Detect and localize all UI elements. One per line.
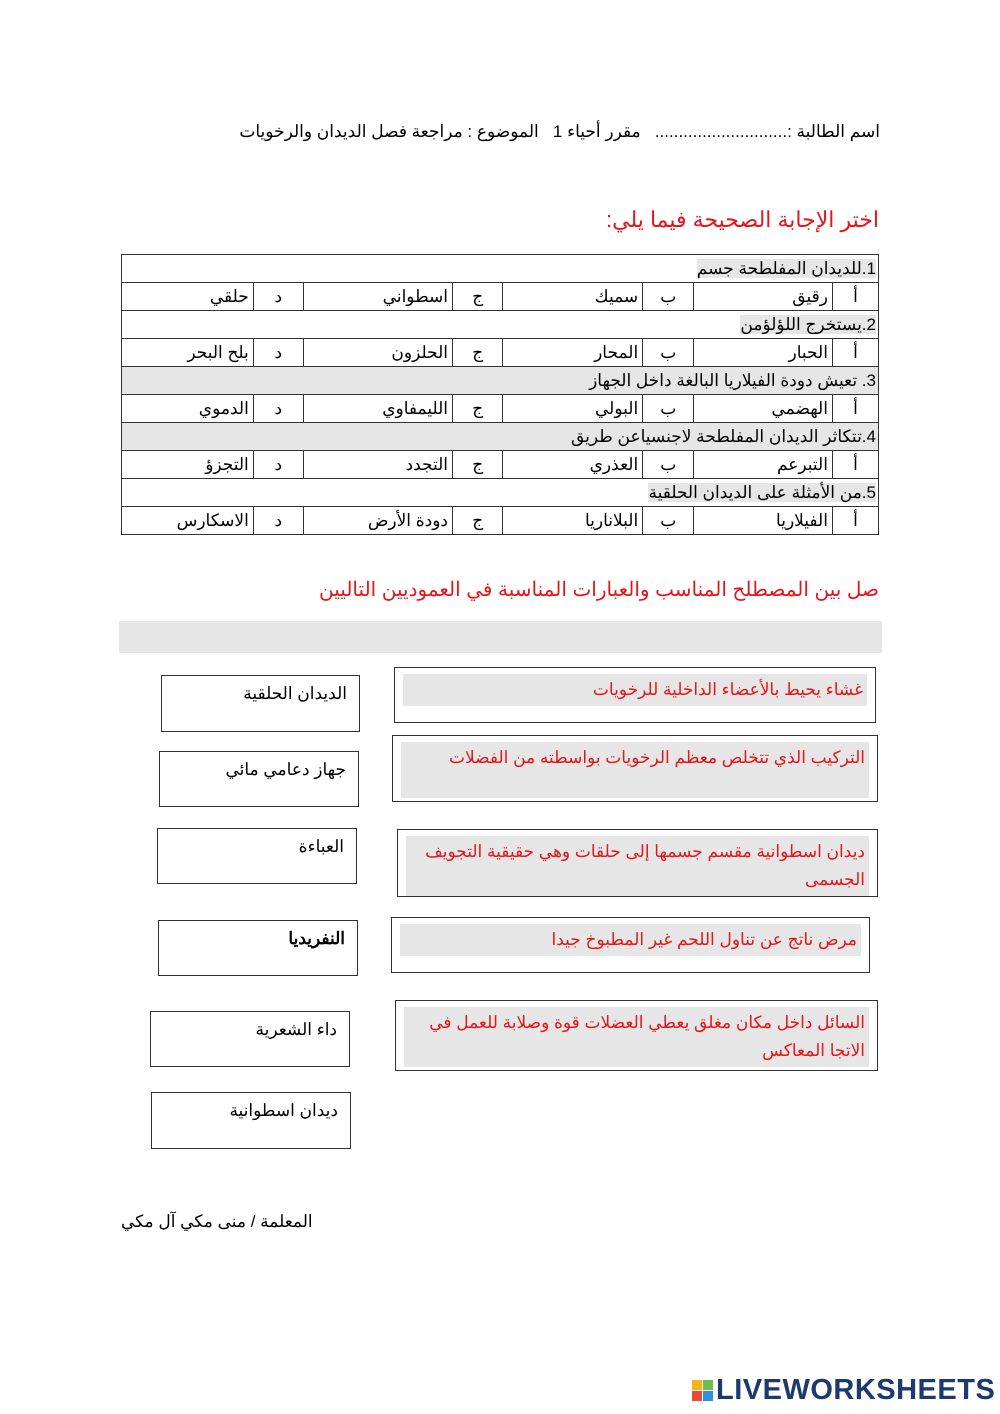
option-letter: أ	[832, 283, 878, 311]
definition-text: غشاء يحيط بالأعضاء الداخلية للرخويات	[403, 674, 867, 706]
section1-title: اختر الإجابة الصحيحة فيما يلي:	[606, 207, 879, 232]
option-letter: ب	[643, 451, 694, 479]
option-answer[interactable]: البلاناريا	[503, 507, 643, 535]
question-row	[122, 311, 879, 339]
option-answer[interactable]: العذري	[503, 451, 643, 479]
definition-box[interactable]	[397, 829, 878, 897]
option-answer[interactable]: التجدد	[303, 451, 452, 479]
option-answer[interactable]: اسطواني	[303, 283, 452, 311]
option-answer[interactable]: الحبار	[694, 339, 833, 367]
option-answer[interactable]: البولي	[503, 395, 643, 423]
options-row	[122, 507, 879, 535]
option-letter: د	[253, 451, 303, 479]
question-row	[122, 479, 879, 507]
option-letter: أ	[832, 395, 878, 423]
option-answer[interactable]: المحار	[503, 339, 643, 367]
term-box[interactable]	[159, 751, 359, 807]
option-answer[interactable]: الدموي	[122, 395, 254, 423]
definition-box[interactable]	[392, 735, 878, 802]
definition-box[interactable]	[395, 1000, 878, 1071]
liveworksheets-logo	[692, 1374, 995, 1407]
option-letter: ج	[453, 507, 503, 535]
term-box[interactable]	[151, 1092, 351, 1149]
option-answer[interactable]: حلقي	[122, 283, 254, 311]
option-answer[interactable]: بلح البحر	[122, 339, 254, 367]
option-letter: ب	[643, 507, 694, 535]
option-letter: د	[253, 339, 303, 367]
question-text: 1.للديدان المفلطحة جسم	[696, 259, 876, 278]
option-letter: ج	[453, 339, 503, 367]
option-letter: ب	[643, 339, 694, 367]
definition-text: ديدان اسطوانية مقسم جسمها إلى حلقات وهي حقيقية التجويف الجسمى	[406, 836, 869, 896]
option-letter: د	[253, 283, 303, 311]
option-letter: أ	[832, 339, 878, 367]
term-label: الديدان الحلقية	[243, 684, 347, 703]
term-label: جهاز دعامي مائي	[225, 760, 346, 779]
question-text: 2.يستخرج اللؤلؤمن	[740, 315, 876, 334]
term-box[interactable]	[158, 920, 358, 976]
option-letter: ج	[453, 395, 503, 423]
header-line: اسم الطالبة :............................ مقرر أحياء 1 الموضوع : مراجعة فصل الديدان والرخويات	[239, 122, 880, 141]
option-letter: ج	[453, 451, 503, 479]
question-text: 3. تعيش دودة الفيلاريا البالغة داخل الجهاز	[589, 371, 876, 390]
term-box[interactable]	[157, 828, 357, 884]
definition-text: السائل داخل مكان مغلق يعطي العضلات قوة وصلابة للعمل في الاتجا المعاكس	[404, 1007, 869, 1067]
option-answer[interactable]: الاسكارس	[122, 507, 254, 535]
option-letter: ب	[643, 283, 694, 311]
option-answer[interactable]: التجزؤ	[122, 451, 254, 479]
term-label: ديدان اسطوانية	[229, 1101, 338, 1120]
question-text: 4.تتكاثر الديدان المفلطحة لاجنسياعن طريق	[570, 427, 876, 446]
question-row	[122, 367, 879, 395]
option-letter: أ	[832, 451, 878, 479]
term-box[interactable]	[150, 1011, 350, 1067]
question-text: 5.من الأمثلة على الديدان الحلقية	[648, 483, 876, 502]
mcq-table	[121, 254, 879, 535]
definition-text: التركيب الذي تتخلص معظم الرخويات بواسطته من الفضلات	[401, 742, 869, 798]
option-letter: ب	[643, 395, 694, 423]
option-answer[interactable]: الهضمي	[694, 395, 833, 423]
option-answer[interactable]: سميك	[503, 283, 643, 311]
option-answer[interactable]: الفيلاريا	[694, 507, 833, 535]
option-answer[interactable]: دودة الأرض	[303, 507, 452, 535]
definition-box[interactable]	[394, 667, 876, 723]
option-letter: د	[253, 395, 303, 423]
option-letter: د	[253, 507, 303, 535]
definition-box[interactable]	[391, 917, 870, 973]
teacher-name: المعلمة / منى مكي آل مكي	[121, 1212, 313, 1231]
gray-band	[119, 621, 882, 653]
logo-text: LIVEWORKSHEETS	[716, 1374, 996, 1406]
logo-icon	[692, 1380, 713, 1401]
option-answer[interactable]: رقيق	[694, 283, 833, 311]
option-answer[interactable]: الحلزون	[303, 339, 452, 367]
term-label: العباءة	[298, 837, 344, 856]
option-answer[interactable]: الليمفاوي	[303, 395, 452, 423]
options-row	[122, 283, 879, 311]
option-letter: ج	[453, 283, 503, 311]
question-row	[122, 423, 879, 451]
options-row	[122, 451, 879, 479]
term-box[interactable]	[161, 675, 360, 732]
options-row	[122, 395, 879, 423]
section2-title: صل بين المصطلح المناسب والعبارات المناسبة في العموديين التاليين	[319, 579, 879, 601]
definition-text: مرض ناتج عن تناول اللحم غير المطبوخ جيدا	[400, 924, 861, 956]
option-letter: أ	[832, 507, 878, 535]
term-label: داء الشعرية	[255, 1020, 337, 1039]
option-answer[interactable]: التبرعم	[694, 451, 833, 479]
question-row	[122, 255, 879, 283]
options-row	[122, 339, 879, 367]
term-label: النفريديا	[288, 929, 345, 948]
